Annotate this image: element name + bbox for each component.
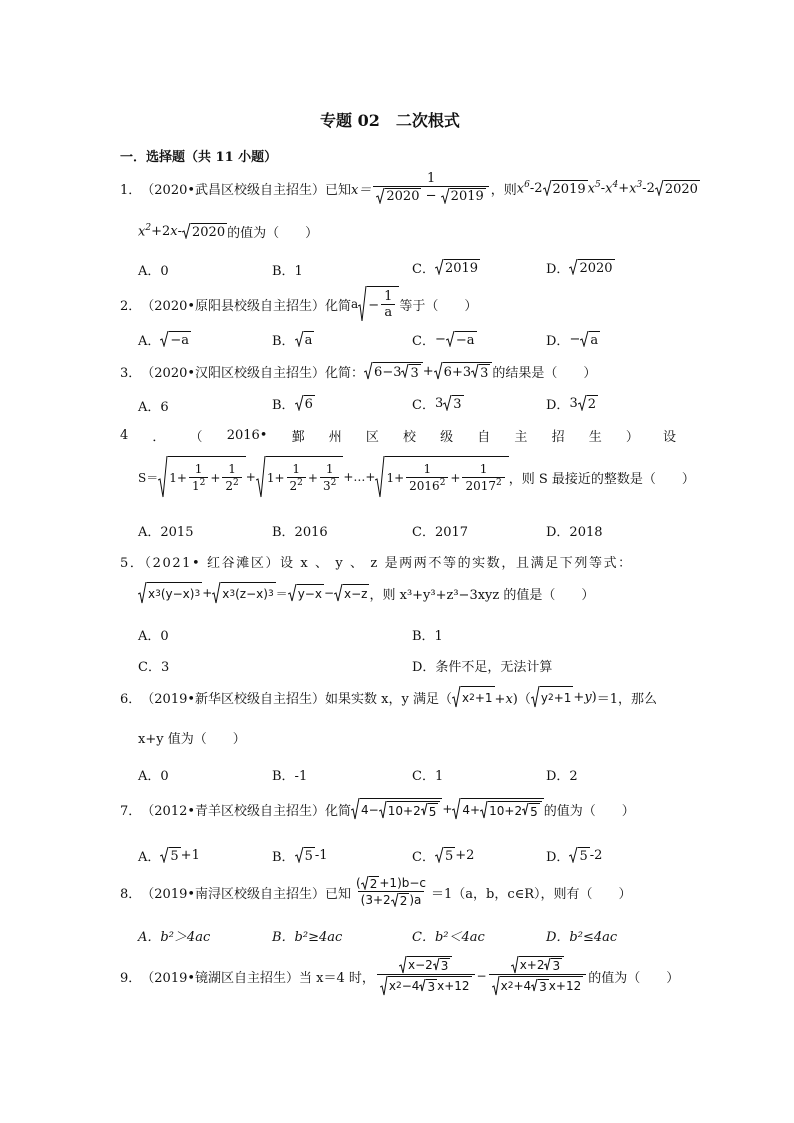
q7-option-d[interactable]: D． 5 -2 [546,848,603,865]
question-3: 3． （2020•汉阳区校级自主招生）化简： 6−3 3 + 6+3 3 的结果是（ ） [120,364,597,381]
question-4-line-1: 4 ． （ 2016• 鄞 州 区 校 级 自 主 招 生 ） 设 [120,428,676,445]
question-7: 7． （2012•青羊区校级自主招生）化简 4− 10+2 5 + 4+ 10+2 5 的值为（ ） [120,798,635,820]
q8-option-d[interactable]: D．b²≤4ac [546,930,618,945]
q6-option-a[interactable]: A．0 [138,769,169,784]
page-title: 专题 02 二次根式 [320,111,460,130]
q1-fraction [373,172,488,205]
sqrt-neg-1-over-a: − $\frac{1}{a}$ [358,286,399,322]
q3-option-d[interactable]: D． 3 2 [546,396,596,413]
q1-option-b[interactable]: B．1 [272,264,303,279]
q5-option-a[interactable]: A．0 [138,629,169,644]
q3-option-c[interactable]: C． 3 3 [412,396,462,413]
q8-option-a[interactable]: A．b²＞4ac [138,930,211,945]
q4-option-b[interactable]: B．2016 [272,525,328,540]
q1-x-eq: x＝ [351,182,372,198]
q4-option-a[interactable]: A．2015 [138,525,194,540]
q7-option-b[interactable]: B． 5 -1 [272,848,328,865]
q7-option-a[interactable]: A． 5 +1 [138,848,200,865]
q9-fraction-1: x−2 3 x 2 −4 3 x+12 [377,956,475,996]
section-heading: 一．选择题（共 11 小题） [120,150,278,165]
q1-tail: 的值为（ ） [227,226,319,241]
q2-option-b[interactable]: B． a [272,333,313,349]
q6-option-b[interactable]: B．-1 [272,769,308,784]
q8-option-b[interactable]: B．b²≥4ac [272,930,343,945]
q7-option-c[interactable]: C． 5 +2 [412,848,475,865]
q2-option-d[interactable]: D． − a [546,332,599,349]
q5-option-d[interactable]: D．条件不足，无法计算 [412,660,553,675]
q9-fraction-2: x+2 3 x 2 +4 3 x+12 [489,956,587,996]
q8-option-c[interactable]: C．b²＜4ac [412,930,485,945]
sqrt-2020: 2020 [376,188,421,204]
q1-then: ，则 [490,182,517,198]
q3-option-a[interactable]: A．6 [138,400,169,415]
question-6-line-2: x+y 值为（ ） [138,732,246,747]
q1-source: （2020•武昌区校级自主招生）已知 [141,182,352,198]
question-5-line-1: 5．（2021• 红谷滩区）设 x 、 y 、 z 是两两不等的实数，且满足下列等式： [120,556,633,571]
question-1-line-2: $x^2$ +2 x - 2020 的值为（ ） [138,223,319,241]
q6-option-c[interactable]: C．1 [412,769,444,784]
q3-option-b[interactable]: B． 6 [272,397,313,413]
q1-frac-num: 1 [426,171,436,186]
q5-option-b[interactable]: B．1 [412,629,443,644]
q1-option-d[interactable]: D． 2020 [546,261,613,277]
q1-number: 1． [120,182,142,198]
question-6: 6． （2019•新华区校级自主招生）如果实数 x，y 满足（ x 2 +1 +x)（ y 2 +1 +y) ＝1，那么 [120,686,657,708]
question-2: 2． （2020•原阳县校级自主招生）化简 a − $\frac{1}{a}$ 等于（ ） [120,286,477,322]
q6-option-d[interactable]: D．2 [546,769,578,784]
q8-fraction: ( 2 +1)b−c (3+2 2 )a [356,876,427,909]
question-5-formula: x 3 (y−x) 3 + x 3 (z−x) 3 ＝ y−x − x−z ，则 x³+y³+z³−3xyz 的值是（ ） [138,582,594,604]
question-1: 1． （2020•武昌区校级自主招生）已知 x＝ 1 2020 − 2019 ，则 $x^6$ -2 2019 $x^5$ - $x^4$ + $x^3$ -2 2020 [120,171,698,205]
question-9: 9． （2019•镜湖区自主招生）当 x＝4 时， x−2 3 x 2 −4 3 x+12 − x+2 3 x 2 +4 3 x+12 的值为（ ） [120,956,679,996]
q2-option-a[interactable]: A． −a [138,333,190,349]
q1-frac-den: 2020 − 2019 [373,186,488,204]
q4-option-c[interactable]: C．2017 [412,525,469,540]
sqrt-2019: 2019 [441,188,486,204]
q5-option-c[interactable]: C．3 [138,660,170,675]
question-8: 8． （2019•南浔区校级自主招生）已知 ( 2 +1)b−c (3+2 2 )a ＝1（a，b，c∈R），则有（ ） [120,876,632,909]
q4-option-d[interactable]: D．2018 [546,525,603,540]
q1-option-c[interactable]: C． 2019 [412,261,479,277]
q2-option-c[interactable]: C． − −a [412,332,475,349]
q1-option-a[interactable]: A．0 [138,264,169,279]
question-4-formula: S＝ 1+ $\frac{1}{1^2}$ + $\frac{1}{2^2}$ + 1+ $\frac{1}{2^2}$ + $\frac{1}{3^2}$ +…+ 1+ $\frac{1}{2016^2}$ + $\frac{1}{2017^2}$ ，则 S 最接近的整数是（ ） [138,456,695,498]
